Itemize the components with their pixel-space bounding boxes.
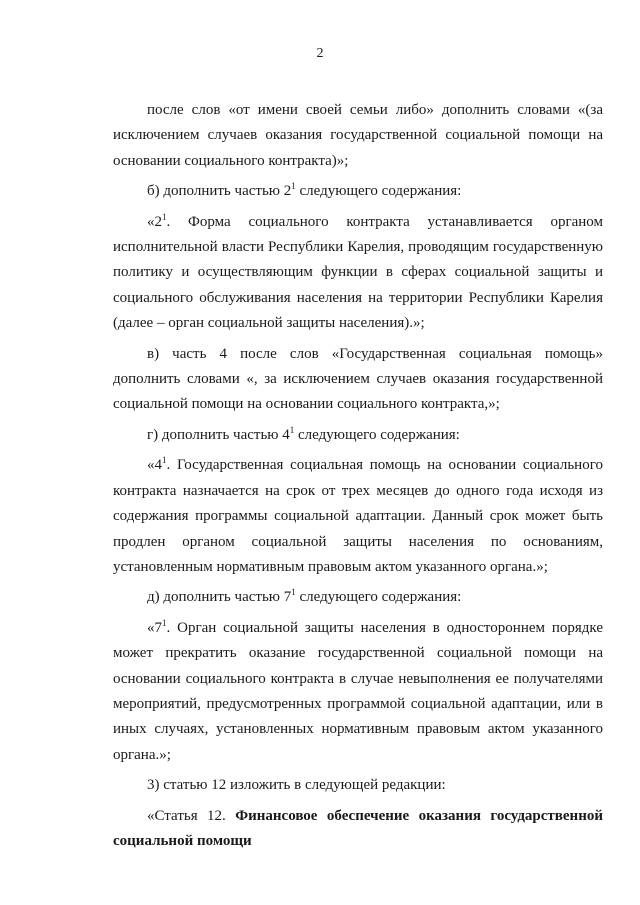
paragraph-item-g <box>113 423 603 448</box>
document-body <box>113 98 603 859</box>
paragraph-text: «4 <box>147 457 162 474</box>
paragraph-text: д) дополнить частью 7 <box>147 589 292 606</box>
paragraph-part-7-1 <box>113 616 603 768</box>
superscript: 1 <box>162 617 167 628</box>
paragraph-item-b <box>113 179 603 204</box>
paragraph-amendment-family: после слов «от имени своей семьи либо» дополнить словами «(за исключением случаев оказания государственной социальной помощи на основании социального контракта)»; <box>113 102 603 169</box>
paragraph-text: г) дополнить частью 4 <box>147 426 290 443</box>
paragraph-text: следующего содержания: <box>295 183 462 200</box>
paragraph-part-4-1 <box>113 453 603 580</box>
paragraph-item-d <box>113 585 603 610</box>
paragraph-text: . Орган социальной защиты населения в одностороннем порядке может прекратить оказание государственной социальной помощи на основании социального контракта в случае невыполнения ее получателями мероприятий, предусмотренных программой социальной адаптации, или в иных случаях, установленных нормативным правовым актом указанного органа.»; <box>113 619 603 763</box>
paragraph-text: . Форма социального контракта устанавливается органом исполнительной власти Республики Карелия, проводящим государственную политику и осуществляющим функции в сферах социальной защиты и социального обслуживания населения на территории Республики Карелия (далее – орган социальной защиты населения).»; <box>113 213 603 332</box>
superscript: 1 <box>289 424 295 435</box>
paragraph-item-v: в) часть 4 после слов «Государственная социальная помощь» дополнить словами «, за исключением случаев оказания государственной социальной помощи на основании социального контракта,»; <box>113 345 603 413</box>
page-number: 2 <box>316 46 324 61</box>
superscript: 1 <box>162 455 167 466</box>
article-label: «Статья 12. <box>147 807 236 824</box>
paragraph-text: «2 <box>147 213 162 230</box>
paragraph-text: следующего содержания: <box>295 589 462 606</box>
paragraph-text: б) дополнить частью 2 <box>147 183 292 200</box>
paragraph-text: «7 <box>147 619 162 636</box>
superscript: 1 <box>162 211 167 222</box>
paragraph-text: следующего содержания: <box>294 426 460 443</box>
paragraph-text: . Государственная социальная помощь на основании социального контракта назначается на срок от трех месяцев до одного года исходя из содержания программы социальной адаптации. Данный срок может быть продлен органом социальной защиты населения по основаниям, установленным нормативным правовым актом указанного органа.»; <box>113 457 603 575</box>
superscript: 1 <box>291 181 296 192</box>
paragraph-item-3: 3) статью 12 изложить в следующей редакции: <box>147 777 446 794</box>
article-title: Финансовое обеспечение оказания государственной социальной помощи <box>113 807 603 849</box>
superscript: 1 <box>291 587 296 598</box>
paragraph-part-2-1 <box>113 210 603 337</box>
article-12-heading <box>113 804 603 855</box>
